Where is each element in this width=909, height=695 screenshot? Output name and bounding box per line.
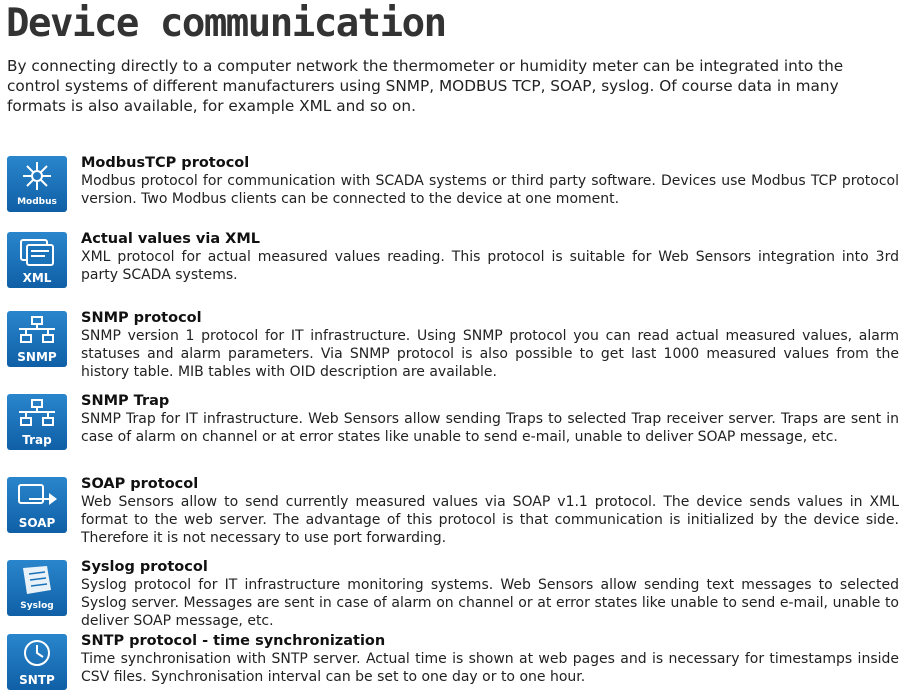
soap-icon-label: SOAP (18, 516, 56, 530)
sntp-icon (7, 634, 67, 690)
section-title-snmp: SNMP protocol (81, 310, 202, 326)
trap-icon (7, 394, 67, 450)
soap-icon (7, 477, 67, 533)
section-title-xml: Actual values via XML (81, 231, 261, 247)
section-title-snmp-trap: SNMP Trap (81, 393, 170, 409)
section-text-sntp: Time synchronisation with SNTP server. Actual time is shown at web pages and is necessary for timestamps inside CSV files. Synchronisation interval can be set to one day or to one hour. (81, 651, 899, 686)
section-title-modbus: ModbusTCP protocol (81, 155, 250, 171)
section-title-syslog: Syslog protocol (81, 559, 208, 575)
snmp-icon (7, 311, 67, 367)
section-title-sntp: SNTP protocol - time synchronization (81, 633, 386, 649)
section-text-snmp: SNMP version 1 protocol for IT infrastructure. Using SNMP protocol you can read actual measured values, alarm statuses and alarm parameters. Via SNMP protocol is also possible to get last 1000 measured values from the history table. MIB tables with OID description are available. (81, 328, 899, 381)
modbus-icon (7, 156, 67, 212)
sntp-icon-label: SNTP (19, 673, 55, 687)
snmp-icon-label: SNMP (17, 350, 57, 364)
page-title: Device communication (6, 1, 446, 46)
section-text-modbus: Modbus protocol for communication with SCADA systems or third party software. Devices use Modbus TCP protocol version. Two Modbus clients can be connected to the device at one moment. (81, 173, 899, 208)
syslog-icon-label: Syslog (20, 601, 54, 611)
xml-icon (7, 232, 67, 288)
modbus-icon-label: Modbus (17, 197, 57, 207)
xml-icon-label: XML (22, 271, 52, 285)
intro-paragraph: By connecting directly to a computer network the thermometer or humidity meter can be integrated into the control systems of different manufacturers using SNMP, MODBUS TCP, SOAP, syslog. Of course data in many formats is also available, for example XML and so on. (7, 57, 844, 115)
section-text-syslog: Syslog protocol for IT infrastructure monitoring systems. Web Sensors allow sending text messages to selected Syslog server. Messages are sent in case of alarm on channel or at error states like unable to send e-mail, unable to deliver SOAP message, etc. (81, 577, 899, 630)
syslog-icon (7, 560, 67, 616)
section-title-soap: SOAP protocol (81, 476, 199, 492)
section-text-snmp-trap: SNMP Trap for IT infrastructure. Web Sensors allow sending Traps to selected Trap receiver server. Traps are sent in case of alarm on channel or at error states like unable to send e-mail, unable to deliver SOAP message, etc. (81, 411, 899, 446)
section-text-xml: XML protocol for actual measured values reading. This protocol is suitable for Web Sensors integration into 3rd party SCADA systems. (81, 249, 899, 284)
trap-icon-label: Trap (22, 433, 52, 447)
section-text-soap: Web Sensors allow to send currently measured values via SOAP v1.1 protocol. The device sends values in XML format to the web server. The advantage of this protocol is that communication is initialized by the device side. Therefore it is not necessary to use port forwarding. (81, 494, 899, 547)
